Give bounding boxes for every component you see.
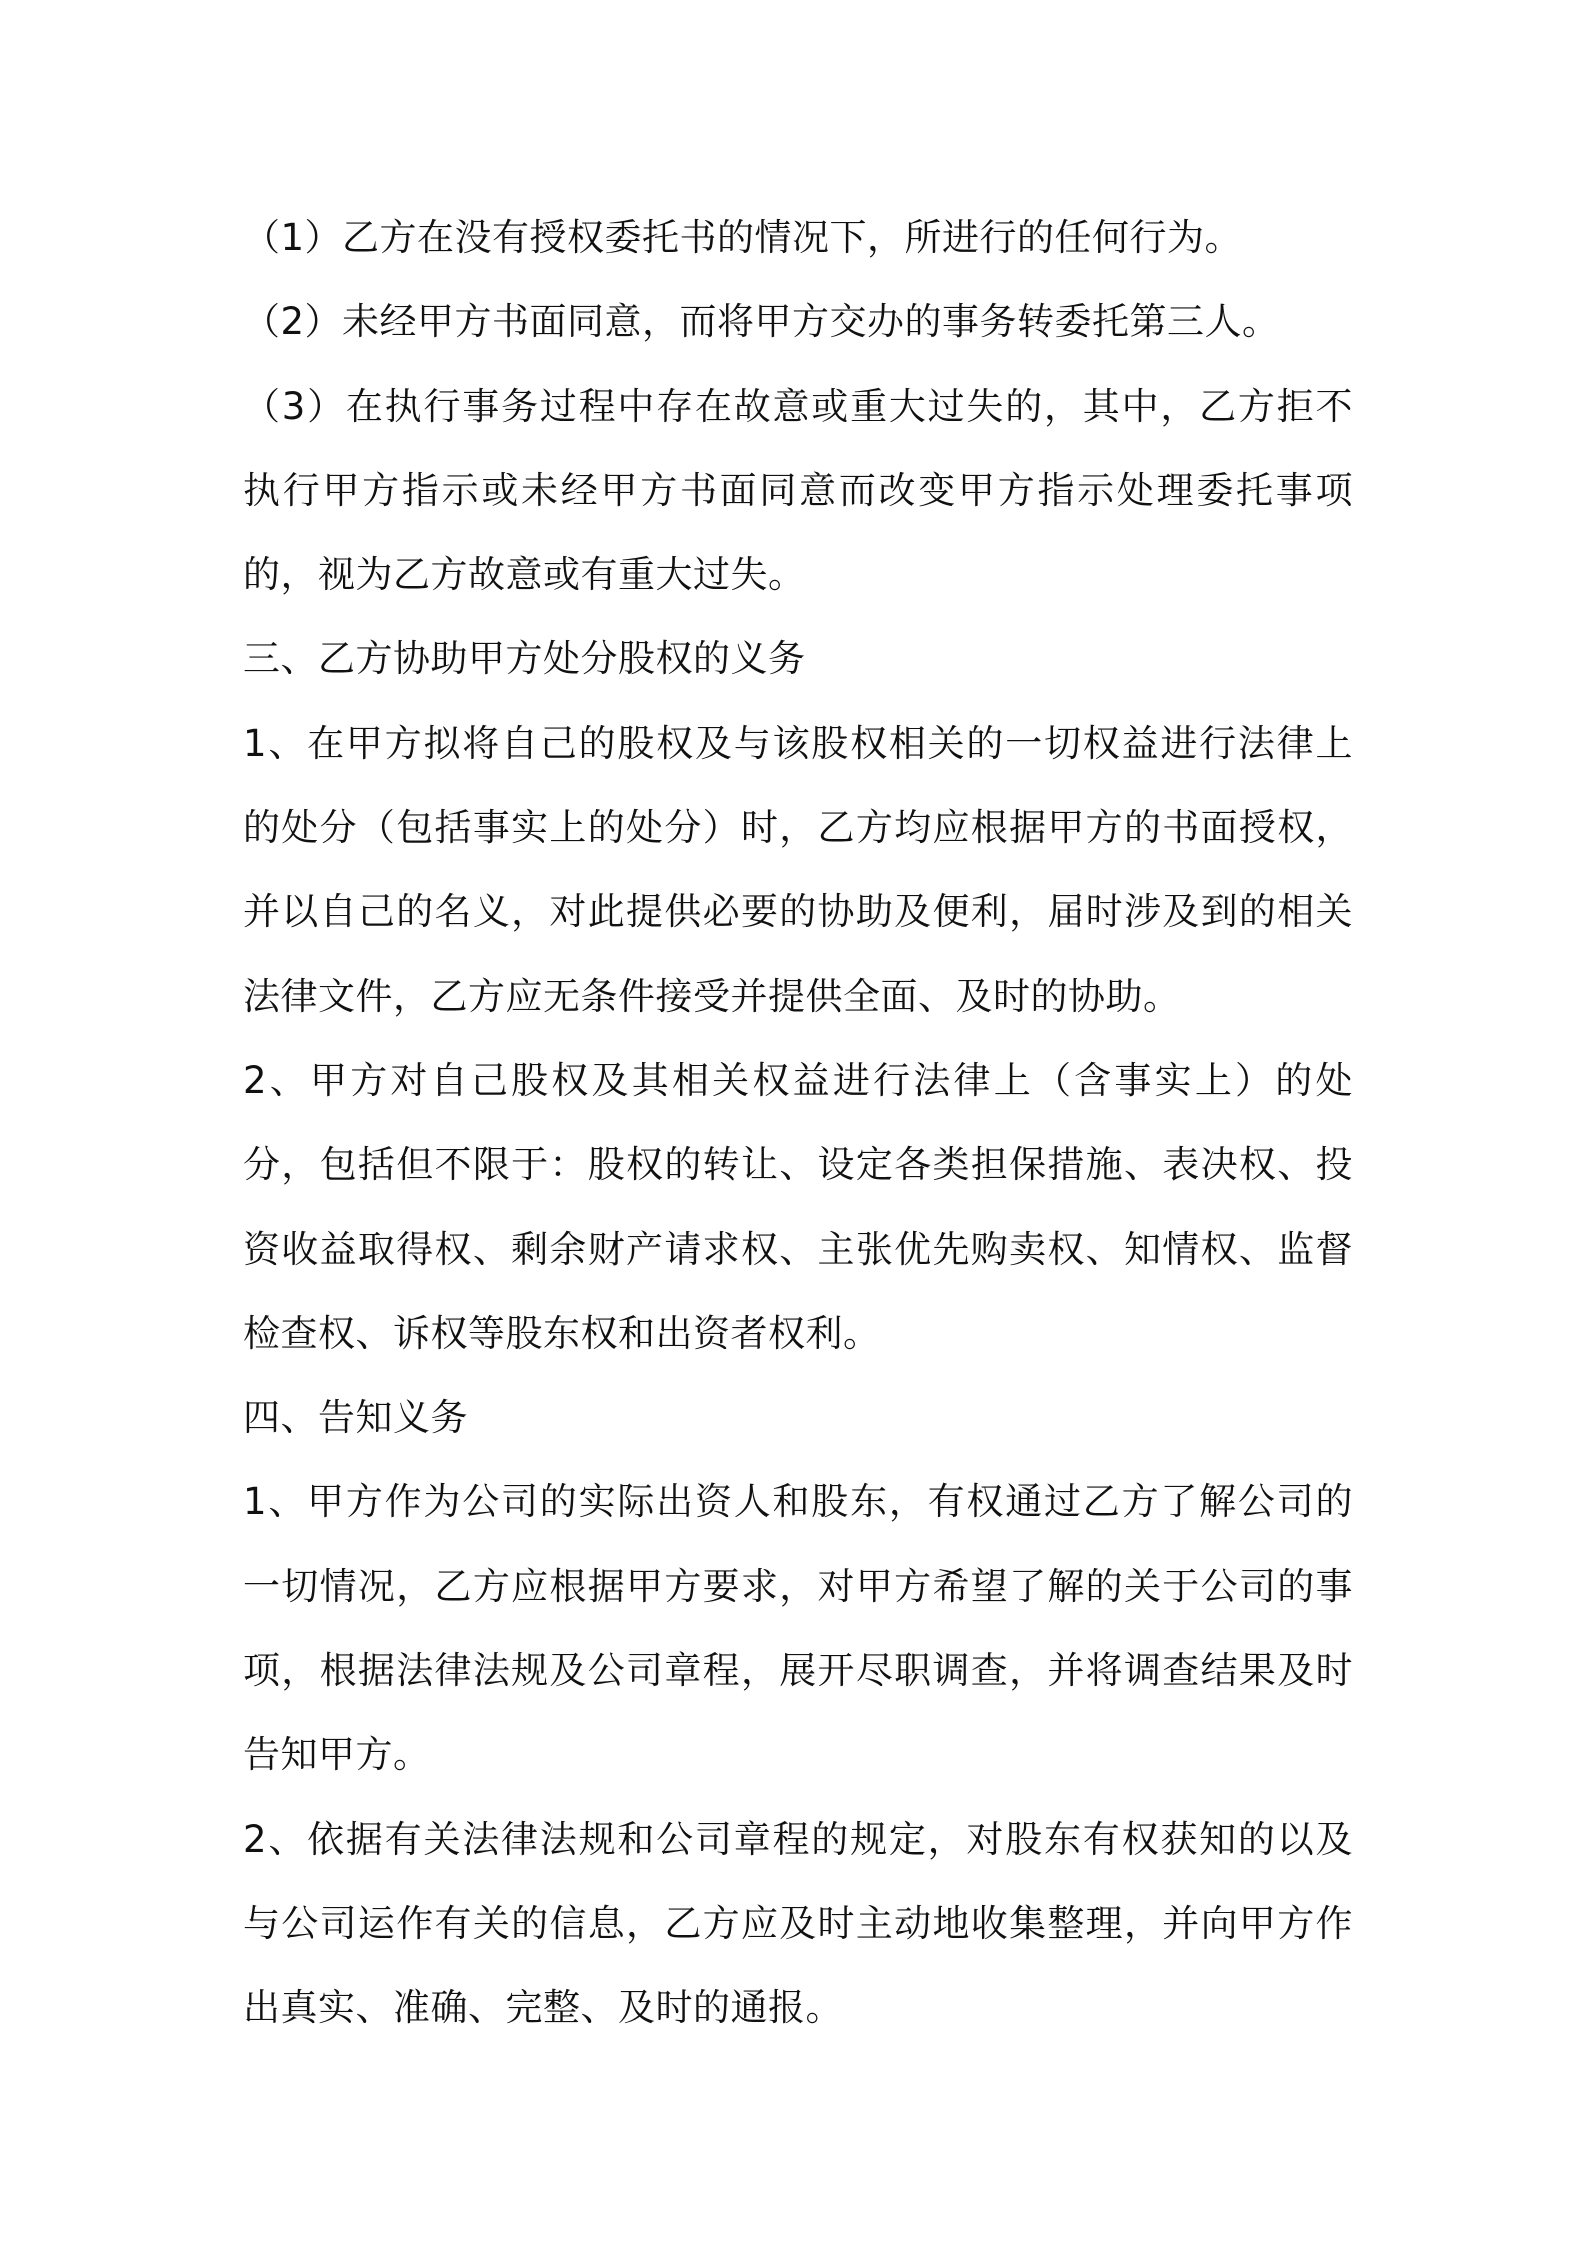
section-four-heading: 四、告知义务 <box>243 1396 468 1440</box>
section-three-heading: 三、乙方协助甲方处分股权的义务 <box>243 637 806 681</box>
section-three-item-2: 2、甲方对自己股权及其相关权益进行法律上（含事实上）的处分，包括但不限于：股权的转让、设定各类担保措施、表决权、投资收益取得权、剩余财产请求权、主张优先购卖权、知情权、监督检查权、诉权等股东权和出资者权利。 <box>243 1058 1353 1355</box>
clause-3-paragraph: （3）在执行事务过程中存在故意或重大过失的，其中，乙方拒不执行甲方指示或未经甲方书面同意而改变甲方指示处理委托事项的，视为乙方故意或有重大过失。 <box>243 384 1353 597</box>
section-three-item-1: 1、在甲方拟将自己的股权及与该股权相关的一切权益进行法律上的处分（包括事实上的处分）时，乙方均应根据甲方的书面授权，并以自己的名义，对此提供必要的协助及便利，届时涉及到的相关法律文件，乙方应无条件接受并提供全面、及时的协助。 <box>243 721 1353 1018</box>
section-four-item-1: 1、甲方作为公司的实际出资人和股东，有权通过乙方了解公司的一切情况，乙方应根据甲方要求，对甲方希望了解的关于公司的事项，根据法律法规及公司章程，展开尽职调查，并将调查结果及时告知甲方。 <box>243 1480 1353 1777</box>
section-four-item-2: 2、依据有关法律法规和公司章程的规定，对股东有权获知的以及与公司运作有关的信息，乙方应及时主动地收集整理，并向甲方作出真实、准确、完整、及时的通报。 <box>243 1817 1353 2030</box>
document-body <box>243 196 1353 2051</box>
clause-1-paragraph: （1）乙方在没有授权委托书的情况下，所进行的任何行为。 <box>243 216 1243 259</box>
clause-2-paragraph: （2）未经甲方书面同意，而将甲方交办的事务转委托第三人。 <box>243 300 1280 344</box>
